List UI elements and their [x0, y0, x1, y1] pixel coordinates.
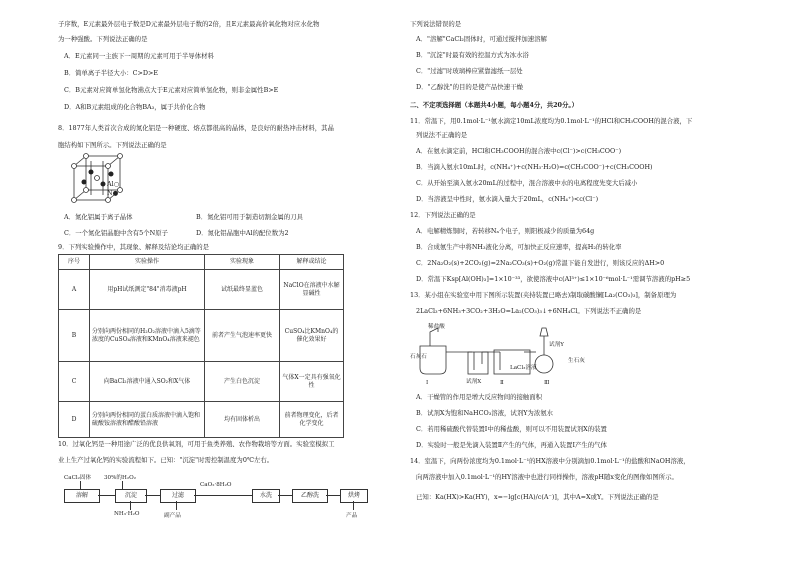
- q14-line-1: 14．室温下，向两份浓度均为0.1mol·L⁻¹的HX溶液中分别滴加0.1mol·L⁻¹的盐酸和NaOH溶液，: [410, 457, 690, 465]
- flow-input-nh3: NH₃·H₂O: [114, 511, 140, 517]
- apparatus-label-limestone: 石灰石: [410, 354, 427, 360]
- option-d: D．A和B元素组成的化合物BA₃，属于共价化合物: [64, 103, 206, 111]
- flow-product: 产品: [346, 513, 358, 519]
- q9-header: 实验操作: [90, 255, 205, 270]
- q11-line-1: 11．常温下，用0.1mol·L⁻¹氨水滴定10mL浓度均为0.1mol·L⁻¹的HCl和CH₃COOH的混合液，下: [410, 117, 693, 125]
- q9-cell: 向BaCl₂溶液中通入SO₂和X气体: [90, 362, 205, 402]
- q8-option-a: A．氮化铝属于离子晶体: [64, 213, 133, 221]
- q9-cell: 气体X一定具有强氧化性: [280, 362, 344, 402]
- flow-input-cacl2: CaCl₂固体: [64, 475, 92, 481]
- q10-line-1: 10．过氧化钙是一种用途广泛的优良供氧剂，可用于鱼类养殖、农作物栽培等方面。实验室模拟工: [58, 440, 335, 448]
- q13-line-1: 13．某小组在实验室中用下图所示装置(夹持装置已略去)制取碳酸镧[La₂(CO₃)₃]，制备原理为: [410, 291, 677, 299]
- flow-box-dissolve: 溶解: [64, 489, 100, 503]
- flow-box-filter: 过滤: [160, 489, 196, 503]
- q10-line-2: 业上生产过氧化钙的实验流程如下。已知："沉淀"时需控制温度为0℃左右。: [58, 456, 274, 464]
- apparatus-label-hcl: 稀盐酸: [428, 324, 445, 330]
- intro-line-2: 为一种强酸。下列说法正确的是: [58, 35, 148, 43]
- q12-title: 12．下列说法正确的是: [410, 211, 476, 219]
- q9-cell: 产生白色沉淀: [205, 362, 280, 402]
- q9-cell: C: [59, 362, 90, 402]
- option-a: A．E元素同一主族下一周期的元素可用于半导体材料: [64, 52, 214, 60]
- flow-arrow: [80, 481, 81, 489]
- q9-cell: 前者物理变化，后者化学变化: [280, 402, 344, 438]
- q8-option-b: B．氮化铝可用于制造切割金属的刀具: [196, 213, 303, 221]
- q8-option-d: D．氮化铝晶胞中Al的配位数为2: [196, 229, 289, 237]
- q9-cell: NaClO在溶液中水解显碱性: [280, 270, 344, 310]
- q9-cell: D: [59, 402, 90, 438]
- q13-line-2: 2LaCl₃+6NH₃+3CO₂+3H₂O=La₂(CO₃)₃↓+6NH₄Cl。下列说法不正确的是: [416, 307, 642, 315]
- q9-cell: 前者产生气泡速率更快: [205, 310, 280, 362]
- flow-arrow: [122, 481, 123, 489]
- flow-arrow: [130, 501, 131, 510]
- lab-apparatus-diagram: [412, 322, 562, 382]
- flow-box-ethanol-wash: 乙醇洗: [292, 489, 328, 503]
- q9-cell: 均有固体析出: [205, 402, 280, 438]
- q11-line-2: 列说法不正确的是: [416, 131, 468, 139]
- q9-header: 实验现象: [205, 255, 280, 270]
- q9-header: 解释或结论: [280, 255, 344, 270]
- apparatus-label-quicklime: 生石灰: [568, 358, 585, 364]
- q14-line-2: 向两溶液中加入0.1mol·L⁻¹的HY溶液中也进行同样操作，溶液pH随x变化的图像如图所示。: [416, 473, 678, 481]
- flow-box-bake: 烘烤: [340, 489, 368, 503]
- q8-line-1: 8．1877年人类首次合成的氮化铝是一种硬度、熔点都很高的晶体，是良好的耐热冲击材料，其晶: [58, 124, 334, 132]
- q9-cell: 分别向两份相同的蛋白质溶液中滴入饱和硫酸铵溶液和醋酸铅溶液: [90, 402, 205, 438]
- q13-option-a: A．干燥管的作用是增大反应物间的接触面积: [416, 393, 543, 401]
- q10-option-c: C．"过滤"时玻璃棒应紧靠滤纸一层处: [416, 67, 523, 75]
- q9-cell: A: [59, 270, 90, 310]
- q9-cell: CuSO₄比KMnO₄的催化效果好: [280, 310, 344, 362]
- q11-option-b: B．当滴入氨水10mL时，c(NH₄⁺)+c(NH₃·H₂O)=c(CH₃COO⁻)+c(CH₃COOH): [416, 163, 653, 171]
- q9-cell: B: [59, 310, 90, 362]
- aln-unit-cell-diagram: [66, 152, 136, 212]
- flow-intermediate: CaO₂·8H₂O: [200, 482, 232, 488]
- q10-question: 下列说法错误的是: [410, 20, 462, 28]
- q13-option-d: D．实验时一般是先滴入装置Ⅱ产生的气体，再通入装置Ⅰ产生的气体: [416, 441, 607, 449]
- flow-arrow: [145, 495, 160, 496]
- q12-option-c: C．2Na₂O₂(s)+2CO₂(g)=2Na₂CO₃(s)+O₂(g)常温下能自发进行，则该反应的ΔH>0: [416, 259, 665, 267]
- q13-option-c: C．若用稀硫酸代替装置Ⅰ中的稀盐酸，则可以不用装置试剂X的装置: [416, 425, 607, 433]
- flow-arrow: [194, 495, 252, 496]
- flow-arrow: [278, 495, 292, 496]
- apparatus-label-1: Ⅰ: [426, 380, 429, 386]
- option-c: C．B元素对应简单氢化物沸点大于E元素对应简单氢化物，则非金属性B>E: [64, 86, 279, 94]
- flow-box-wash: 水洗: [252, 489, 280, 503]
- flow-arrow: [326, 495, 340, 496]
- flow-box-precipitate: 沉淀: [115, 489, 147, 503]
- q11-option-d: D．当溶液呈中性时，氨水滴入量大于20mL，c(NH₄⁺)<c(Cl⁻): [416, 195, 599, 203]
- intro-line-1: 子序数，E元素最外层电子数是D元素最外层电子数的2倍，且E元素最高价氧化物对应水化物: [58, 20, 320, 28]
- q9-cell: 用pH试纸测定"84"消毒液pH: [90, 270, 205, 310]
- q9-cell: 试纸最终显蓝色: [205, 270, 280, 310]
- q9-title: 9．下列实验操作中，其现象、解释及结论均正确的是: [58, 243, 210, 251]
- flow-arrow: [98, 495, 115, 496]
- q10-option-a: A．"溶解"CaCl₂固体时，可通过搅拌加速溶解: [416, 35, 547, 43]
- apparatus-label-2: Ⅱ: [500, 380, 504, 386]
- q11-option-c: C．从开始至滴入氨水20mL的过程中，混合溶液中水的电离程度先变大后减小: [416, 179, 638, 187]
- option-b: B．简单离子半径大小：C>D>E: [64, 69, 158, 77]
- q12-option-b: B．合成氨生产中将NH₃液化分离，可加快正反应速率，提高H₂的转化率: [416, 243, 622, 251]
- apparatus-label-reagent-y: 试剂Y: [549, 342, 564, 348]
- apparatus-label-reagent-x: 试剂X: [466, 379, 482, 385]
- q10-option-b: B．"沉淀"时最有效的控温方式为冰水浴: [416, 51, 529, 59]
- legend-n: N●: [107, 189, 119, 197]
- q10-option-d: D．"乙醇洗"的目的是使产品快速干燥: [416, 83, 523, 91]
- flow-byproduct: 副产品: [164, 513, 181, 519]
- q9-cell: 分别向两份相同的H₂O₂溶液中滴入5滴等浓度的CuSO₄溶液和KMnO₄溶液来褪色: [90, 310, 205, 362]
- flow-arrow: [176, 501, 177, 510]
- apparatus-label-lacl3: LaCl₃溶液: [510, 365, 537, 371]
- q12-option-a: A．电解精炼铜时，若转移Nₐ个电子，则阳极减少的质量为64g: [416, 227, 595, 235]
- q8-option-c: C．一个氮化铝晶胞中含有5个N原子: [64, 229, 169, 237]
- flow-input-h2o2: 30%的H₂O₂: [104, 475, 136, 481]
- flow-arrow: [353, 501, 354, 510]
- q14-line-3: 已知：Ka(HX)>Ka(HY)，x=−lg[c(HA)/c(A⁻)]，其中A=X或Y。下列说法正确的是: [416, 493, 659, 501]
- q9-header: 序号: [59, 255, 90, 270]
- q8-line-2: 胞结构如下图所示。下列说法正确的是: [58, 141, 167, 149]
- q9-table: [58, 254, 344, 438]
- apparatus-label-3: Ⅲ: [544, 380, 550, 386]
- section-heading: 二、不定项选择题（本题共4小题，每小题4分，共20分。）: [410, 101, 578, 109]
- legend-al: Al○: [107, 180, 120, 188]
- q12-option-d: D．常温下Ksp[Al(OH)₃]=1×10⁻³³，欲使溶液中c(Al³⁺)≤1×10⁻⁶mol·L⁻¹需调节溶液的pH≥5: [416, 275, 691, 283]
- q11-option-a: A．在氨水滴定前，HCl和CH₃COOH的混合液中c(Cl⁻)>c(CH₃COO⁻): [416, 147, 622, 155]
- q13-option-b: B．试剂X为饱和NaHCO₃溶液，试剂Y为浓氨水: [416, 409, 553, 417]
